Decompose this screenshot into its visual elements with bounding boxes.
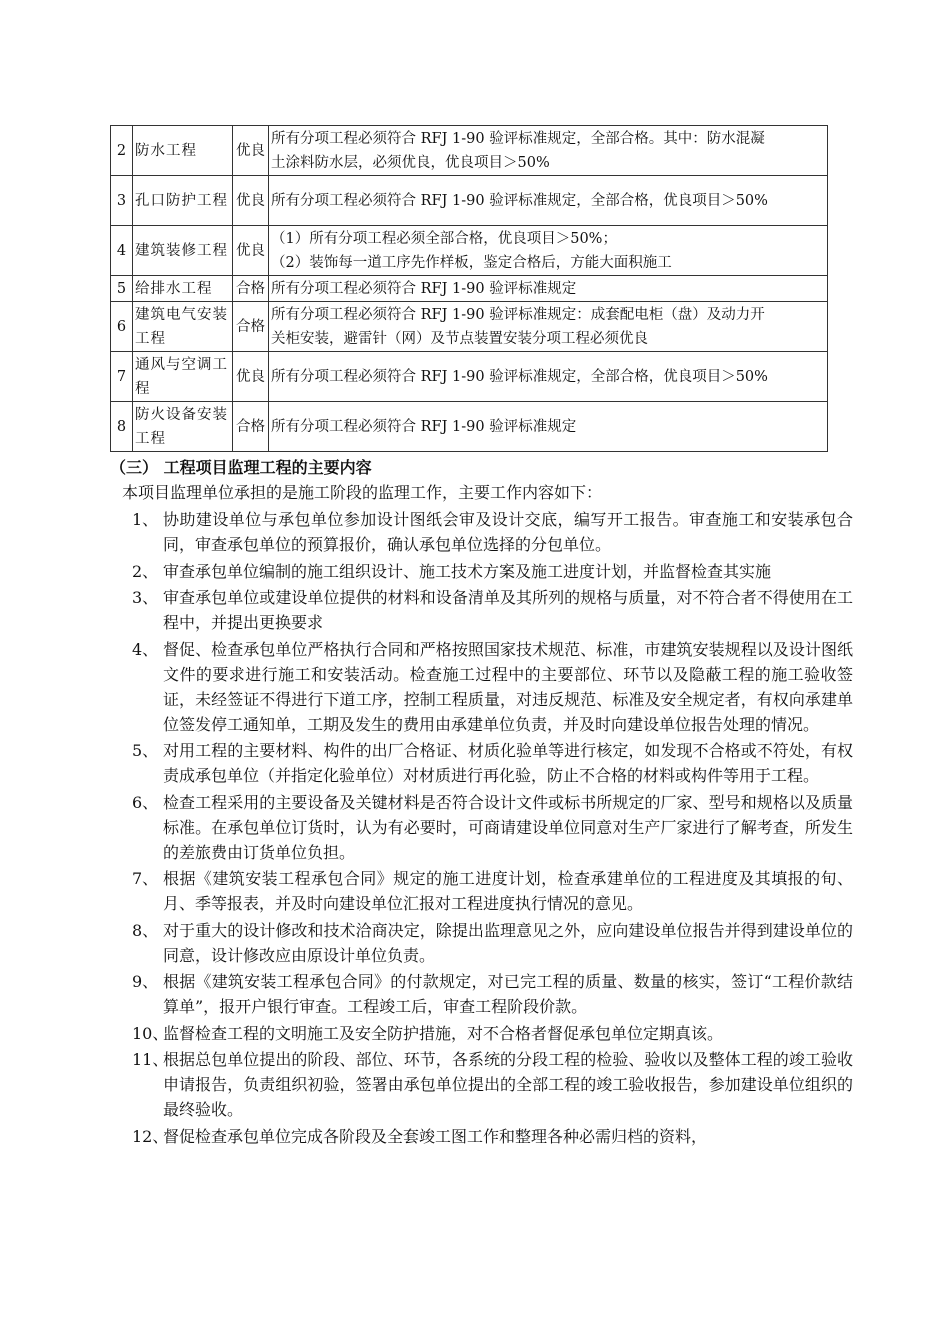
requirement-cell [269, 352, 828, 402]
project-name: 孔口防护工程 [133, 176, 233, 226]
supervision-item-list [110, 507, 853, 1149]
list-item [110, 585, 853, 635]
quality-standard-table [110, 125, 828, 452]
row-number: 2 [111, 126, 133, 176]
project-name: 给排水工程 [133, 276, 233, 302]
requirement-line: 土涂料防水层，必须优良，优良项目＞50% [271, 154, 550, 171]
project-name: 建筑电气安装工程 [133, 302, 233, 352]
project-name: 防水工程 [133, 126, 233, 176]
requirement-line: 所有分项工程必须符合 RFJ 1-90 验评标准规定，全部合格。其中：防水混凝 [271, 130, 765, 147]
list-item [110, 559, 850, 584]
requirement-cell [269, 402, 828, 452]
requirement-cell [269, 302, 828, 352]
item-text: 监督检查工程的文明施工及安全防护措施，对不合格者督促承包单位定期真该。 [163, 1023, 724, 1043]
quality-grade: 合格 [233, 276, 269, 302]
quality-standard-table-body [111, 126, 828, 452]
project-name: 防火设备安装工程 [133, 402, 233, 452]
item-number: 12、 [132, 1126, 169, 1146]
quality-grade: 合格 [233, 402, 269, 452]
item-number: 8、 [132, 920, 159, 940]
requirement-line: 关柜安装，避雷针（网）及节点装置安装分项工程必须优良 [271, 330, 648, 347]
item-number: 5、 [132, 741, 159, 760]
row-number: 5 [111, 276, 133, 302]
list-item [110, 637, 853, 737]
item-number: 9、 [132, 972, 159, 991]
item-text: 督促检查承包单位完成各阶段及全套竣工图工作和整理各种必需归档的资料， [163, 1126, 708, 1146]
list-item [110, 866, 853, 916]
item-number: 2、 [132, 561, 159, 581]
list-item [110, 969, 853, 1019]
item-text: 检查工程采用的主要设备及关键材料是否符合设计文件或标书所规定的厂家、型号和规格以及质量标准。在承包单位订货时，认为有必要时，可商请建设单位同意对生产厂家进行了解考查，所发生的差旅费由订货单位负担。 [163, 792, 853, 862]
section-heading: （三） 工程项目监理工程的主要内容 [110, 458, 372, 477]
requirement-line: 所有分项工程必须符合 RFJ 1-90 验评标准规定 [271, 280, 577, 297]
list-item [110, 1124, 850, 1149]
list-item [110, 507, 853, 557]
row-number: 7 [111, 352, 133, 402]
item-number: 1、 [132, 510, 159, 529]
quality-grade: 优良 [233, 126, 269, 176]
item-number: 10、 [132, 1023, 169, 1043]
list-item [110, 918, 853, 968]
requirement-line: 所有分项工程必须符合 RFJ 1-90 验评标准规定，全部合格，优良项目＞50% [271, 192, 768, 209]
item-text: 督促、检查承包单位严格执行合同和严格按照国家技术规范、标准，市建筑安装规程以及设计图纸文件的要求进行施工和安装活动。检查施工过程中的主要部位、环节以及隐蔽工程的施工验收签证，未经签证不得进行下道工序，控制工程质量，对违反规范、标准及安全规定者，有权向承建单位签发停工通知单，工期及发生的费用由承建单位负责，并及时向建设单位报告处理的情况。 [163, 639, 853, 734]
item-text: 根据总包单位提出的阶段、部位、环节，各系统的分段工程的检验、验收以及整体工程的竣工验收申请报告，负责组织初验，签署由承包单位提出的全部工程的竣工验收报告，参加建设单位组织的最终验收。 [163, 1050, 853, 1119]
requirement-cell [269, 126, 828, 176]
item-text: 审查承包单位或建设单位提供的材料和设备清单及其所列的规格与质量，对不符合者不得使用在工程中，并提出更换要求 [163, 588, 853, 632]
table-row [111, 226, 828, 276]
item-text: 审查承包单位编制的施工组织设计、施工技术方案及施工进度计划，并监督检查其实施 [163, 561, 772, 581]
table-row [111, 352, 828, 402]
row-number: 4 [111, 226, 133, 276]
item-text: 协助建设单位与承包单位参加设计图纸会审及设计交底，编写开工报告。审查施工和安装承包合同，审查承包单位的预算报价，确认承包单位选择的分包单位。 [163, 510, 853, 554]
row-number: 3 [111, 176, 133, 226]
requirement-line: 所有分项工程必须符合 RFJ 1-90 验评标准规定：成套配电柜（盘）及动力开 [271, 306, 765, 323]
list-item [110, 790, 853, 865]
item-text: 对于重大的设计修改和技术洽商决定，除提出监理意见之外，应向建设单位报告并得到建设单位的同意，设计修改应由原设计单位负责。 [163, 920, 853, 965]
item-text: 根据《建筑安装工程承包合同》的付款规定，对已完工程的质量、数量的核实，签订“工程价款结算单”，报开户银行审查。工程竣工后，审查工程阶段价款。 [163, 972, 853, 1016]
row-number: 6 [111, 302, 133, 352]
quality-grade: 优良 [233, 176, 269, 226]
requirement-line: （1）所有分项工程必须全部合格，优良项目＞50%； [271, 230, 617, 247]
list-item [110, 738, 853, 788]
item-text: 对用工程的主要材料、构件的出厂合格证、材质化验单等进行核定，如发现不合格或不符处，有权责成承包单位（并指定化验单位）对材质进行再化验，防止不合格的材料或构件等用于工程。 [163, 741, 853, 785]
quality-grade: 优良 [233, 352, 269, 402]
item-number: 4、 [132, 639, 159, 659]
project-name: 建筑装修工程 [133, 226, 233, 276]
table-row [111, 176, 828, 226]
table-row [111, 302, 828, 352]
table-row [111, 402, 828, 452]
item-number: 11、 [132, 1050, 169, 1069]
item-number: 6、 [132, 792, 159, 812]
requirement-cell [269, 276, 828, 302]
item-number: 3、 [132, 588, 159, 607]
table-row [111, 126, 828, 176]
row-number: 8 [111, 402, 133, 452]
requirement-cell [269, 226, 828, 276]
supervision-content-section [110, 456, 853, 1150]
quality-grade: 优良 [233, 226, 269, 276]
item-number: 7、 [132, 869, 159, 888]
quality-grade: 合格 [233, 302, 269, 352]
project-name: 通风与空调工程 [133, 352, 233, 402]
requirement-line: 所有分项工程必须符合 RFJ 1-90 验评标准规定，全部合格，优良项目＞50% [271, 368, 768, 385]
requirement-line: （2）装饰每一道工序先作样板，鉴定合格后，方能大面积施工 [271, 254, 672, 271]
requirement-cell [269, 176, 828, 226]
table-row [111, 276, 828, 302]
item-text: 根据《建筑安装工程承包合同》规定的施工进度计划，检查承建单位的工程进度及其填报的旬、月、季等报表，并及时向建设单位汇报对工程进度执行情况的意见。 [163, 869, 853, 913]
section-intro: 本项目监理单位承担的是施工阶段的监理工作，主要工作内容如下： [122, 483, 603, 502]
list-item [110, 1021, 850, 1046]
requirement-line: 所有分项工程必须符合 RFJ 1-90 验评标准规定 [271, 418, 577, 435]
list-item [110, 1047, 853, 1122]
